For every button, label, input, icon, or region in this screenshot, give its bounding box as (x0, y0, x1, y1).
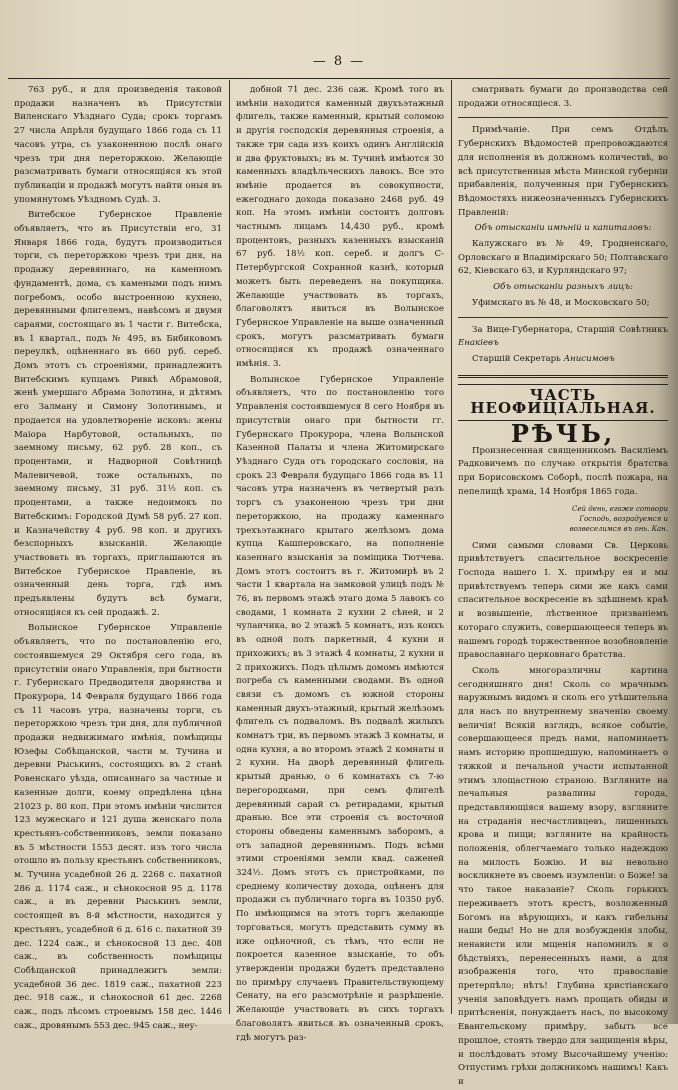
signature-name: Енакіевъ (458, 338, 499, 349)
separator-rule (458, 317, 668, 318)
announcement-paragraph: сматривать бумаги до производства сей продажи относящіеся. 3. (458, 85, 668, 109)
column-right (458, 84, 668, 1087)
signature-line (458, 324, 668, 351)
column-left (14, 84, 222, 1031)
column-divider (229, 80, 230, 1014)
note-subheading: Объ отысканіи имѣній и капиталовъ: (474, 223, 652, 234)
announcement-paragraph: Витебское Губернское Правленіе объявляетъ, что въ Присутствіи его, 31 Января 1866 года, будутъ производиться торги, съ переторжкою чрезъ три дня, на продажу деревяннаго, на каменномъ фундаментѣ, дома, съ камеными подъ нимъ погребомъ, особо выстроенною кухнею, деревянными флигелемъ, навѣсомъ и двумя сараями, состоящаго въ 1 части г. Витебска, въ 1 квартал., подъ № 495, въ Бибиковомъ переулкѣ, оцѣненнаго въ 660 руб. сереб. Домъ этотъ съ строеніями, принадлежитъ Витебскимъ купцамъ Ривкѣ Абрамовой, женѣ умершаго Абрама Золотина, и дѣтямъ его Залману и Симону Золотинымъ, и продается на удовлетвореніе исковъ: жены Маіора Нарбутовой, остальныхъ, по заемному письму, 62 руб. 28 коп., съ процентами, и Надворной Совѣтницѣ Малевичевой, тоже остальныхъ, по заемному письму, 31 руб. 31½ коп. съ процентами, а также недоимокъ по Витебскимъ: Городской Думѣ 58 руб. 27 коп. и Казначейству 4 руб. 98 коп. и другихъ безспорныхъ взысканій. Желающіе участвовать въ торгахъ, приглашаются въ Витебское Губернское Правленіе, въ означенный день торга, гдѣ имъ предъявлены будутъ всѣ бумаги, относящіяся къ сей продажѣ. 2. (14, 210, 222, 618)
speech-title: РѢЧЬ, (510, 419, 616, 449)
announcement-paragraph: Волынское Губернское Управленіе объявляетъ, что по постановленію того Управленія состоявшемуся 8 сего Ноября въ присутствіи онаго при бытности гг. Губернскаго Прокурора, члена Волынской Казенной Палаты и члена Житомирскаго Уѣзднаго Суда отъ городскаго сословія, на срокъ 23 Февраля будущаго 1866 года въ 11 часовъ утра назначенъ въ четвертый разъ торгъ съ узаконеною чрезъ три дни переторжкою, на продажу каменнаго трехъэтажнаго крытаго желѣзомъ дома купца Кашперовскаго, на пополненіе казеннаго взысканія за поміщика Тютчева. Домъ этотъ состоитъ въ г. Житомирѣ въ 2 части 1 квартала на замковой улицѣ подъ № 76, въ первомъ этажѣ этаго дома 5 лавокъ со сводами, 1 комната 2 кухни 2 сѣней, и 2 чуланчика, во 2 этажѣ 5 комнатъ, изъ коихъ въ одной полъ паркетный, 4 кухни и прихожихъ; въ 3 этажѣ 4 комнаты, 2 кухни и 2 прихожихъ. Подъ цѣлымъ домомъ имѣются погреба съ каменными сводами. Въ одной связи съ домомъ съ южной стороны каменный двухъ-этажный, крытый желѣзомъ флигель съ подваломъ. Въ подвалѣ жилыхъ комнатъ три, въ первомъ этажѣ 3 комнаты, и одна кухня, а во второмъ этажѣ 2 комнаты и 2 кухни. На дворѣ деревянный флигель крытый дранью, о 6 комнатахъ съ 7-ю перегородками, при семъ флигелѣ деревянный сарай съ ретирадами, крытый дранью. Все эти строенія съ восточной стороны обведены каменнымъ заборомъ, а отъ западной деревяннымъ. Подъ всѣми этими строеніями земли квад. саженей 324½. Домъ этотъ съ пристройками, по среднему количеству дохода, оцѣненъ для продажи съ публичнаго торга въ 10350 руб. По имѣющимся на этотъ торгъ желающіе торговаться, могутъ представить сумму въ иже оцѣночной, съ тѣмъ, что если не покроется казенное взысканіе, то объ утвержденіи продажи будетъ представлено по примѣру случаевъ Правительствующему Сенату, на его разсмотрѣніе и разрѣшеніе. Желающіе участвовать въ сихъ торгахъ благоволятъ явиться въ означенный срокъ, гдѣ могутъ раз- (236, 374, 444, 1043)
note-text: Примѣчаніе. При семъ Отдѣлъ Губернскихъ Вѣдомостей препровождаются для исполненія въ должномъ количествѣ, во всѣ присутственныя мѣста Минской губерніи прибавленія, полученныя при Губернскихъ Вѣдомостяхъ нижеозначенныхъ Губернскихъ Правленій: (458, 125, 668, 218)
separator-double-rule (458, 375, 668, 378)
note-subheading: Объ отысканіи разныхъ лицъ: (493, 282, 633, 293)
page-number: — 8 — (312, 54, 366, 69)
column-middle (236, 84, 444, 1043)
column-divider (451, 80, 452, 1014)
note-list: Калужскаго въ № 49, Гродненскаго, Орловскаго и Владимірскаго 50; Полтавскаго 62, Кіевскаго 63, и Курляндскаго 97; (458, 239, 668, 277)
note-block (458, 124, 668, 310)
separator-rule (458, 117, 668, 118)
signature-line (458, 353, 668, 367)
announcement-paragraph: 763 руб., и для произведенія таковой продажи назначенъ въ Присутствіи Виленскаго Уѣзднаго Суда; срокъ торгамъ 27 числа Апрѣля будущаго 1866 года съ 11 часовъ утра, съ узаконенною послѣ онаго чрезъ три дня переторжкою. Желающіе разсматривать бумаги относящіяся къ этой публикаціи и продажѣ могутъ найти оныя въ упомянутомъ Уѣздномъ Судѣ. 3. (14, 85, 222, 205)
announcement-paragraph: добной 71 дес. 236 саж. Кромѣ того въ имѣніи находится каменный двухъэтажный флигель, также каменный, крытый соломою и другія господскія деревянныя строенія, а также три сада изъ коихъ одинъ Англійскій и два фруктовыхъ; въ м. Тучинѣ имѣются 30 каменныхъ владѣльческихъ лавокъ. Все это имѣніе продается въ совокупности, ежегоднаго дохода показано 2468 руб. 49 коп. На этомъ имѣніи состоитъ долговъ частнымъ лицамъ 14,430 руб., кромѣ процентовъ, разныхъ казенныхъ взысканій 67 руб. 18½ коп. сереб. и долгъ С-Петербургской Сохранной казнѣ, который можетъ быть переведенъ на покупщика. Желающіе участвовать въ торгахъ, благоволятъ явиться въ Волынское Губернское Управленіе на выше означенный срокъ, могутъ разсматривать бумаги относящіяся къ продажѣ означеннаго имѣнія. 3. (236, 85, 444, 370)
signature-name: Анисимовъ (563, 353, 615, 364)
announcement-paragraph: Волынское Губернское Управленіе объявляетъ, что по постановленію его, состоявшемуся 29 Октября сего года, въ присутствіи онаго Управленія, при бытности г. Губернскаго Предводителя дворянства и Прокурора, 14 Февраля будущаго 1866 года съ 11 часовъ утра, назначены торги, съ переторжкою чрезъ три дня, для публичной продажи недвижимаго имѣнія, помѣщицы Юзефы Собѣщанской, части м. Тучина и деревни Рыськинъ, состоящихъ въ 2 станѣ Ровенскаго уѣзда, описаннаго за частные и казенные долги, коему опредѣлена цѣна 21023 р. 80 коп. При этомъ имѣніи числится 123 мужескаго и 121 душа женскаго пола крестьянъ-собственниковъ, земли показано въ 5 мѣстности 1553 десят. изъ того числа отошло въ пользу крестьянъ собственниковъ, м. Тучина усадебной 26 д. 2268 с. пахатной 286 д. 1174 саж., и сѣнокосной 95 д. 1178 саж., а въ деревни Рыськинъ земли, состоящей въ 8-й мѣстности, находится у крестьянъ, усадебной 6 д. 616 с. пахатной 39 дес. 1224 саж., и сѣнокосной 13 дес. 408 саж., въ собственность помѣщицы Собѣщанской принадлежитъ земли: усадебной 36 дес. 1819 саж., пахатной 223 дес. 918 саж., и сѣнокосной 61 дес. 2268 саж., подъ лѣсомъ строевымъ 158 дес. 1446 саж., дровянымъ 553 дес. 945 саж., неу- (14, 623, 222, 1031)
speech-paragraph: Сими самыми словами Св. Церковь привѣтствуетъ спасительное воскресеніе Господа нашего І. Х. примѣру ея и мы привѣтствуемъ теперь сими же какъ сами спасительное воскресеніе въ здѣшнемъ краѣ и возвышеніе, лѣственное призваніемъ котораго служить, совершающееся теперь въ нашемъ городѣ торжественное возобновленіе православнаго церковнаго братства. (458, 540, 668, 661)
signature-label: За Вице-Губернатора, Старшій Совѣтникъ (472, 324, 668, 335)
epigraph: Сей день, егоже сотвори Господь, возрадуемся и возвеселимся въ онь. Кан. (569, 504, 668, 533)
note-list: Уфимскаго въ № 48, и Московскаго 50; (472, 297, 650, 308)
speech-subtitle: Произнесенная священникомъ Василіемъ Радковичемъ по случаю открытія братства при Борисовскомъ Соборѣ, послѣ пожара, на пепелищѣ храма, 14 Ноября 1865 года. (458, 445, 668, 497)
signature-label: Старшій Секретарь (472, 353, 561, 364)
header-rule (8, 78, 670, 79)
section-title: ЧАСТЬ НЕОФИЦІАЛЬНАЯ. (458, 384, 668, 421)
speech-paragraph: Сколь многоразличны картина сегодняшняго дня! Сколь со мрачнымъ наружнымъ видомъ и сколь его утѣшительна для насъ по внутреннему значенію своему величія! Всякій взглядъ, всякое событіе, совершающееся предъ нами, напоминаетъ намъ историю пропшедшую, напоминаетъ о тяжкой и печальной участи испытанной этимъ злощастною страною. Взглянитe на печальныя развалины города, представляющіяся вашему взору, взгляните на страданія несчастливцевъ, лишенныхъ крова и пищи; взгляните на крайность положенія, облегчаемаго только надеждою на милость Божію. И вы невольно воскликнете въ своемъ изумленіи: о Боже! за что такое наказаніе? Сколь горькихъ переживаетъ этотъ крестъ, возложенный Богомъ на вѣрующихъ, и какъ гибельны наши беды! Но не для возбужденія злобы, ненависти или мщенія напомнилъ я о бѣдствіяхъ, перенесенныхъ нами, а для изображенія того, что православіе претерпѣло; нѣтъ! Глубина христіанскаго ученія заповѣдуетъ намъ прощать обиды и притѣсненія, понуждаетъ насъ, по высокому Евангельскому примѣру, забыть все прошлое, стоять твердо для защищенія вѣры, и послѣдовать этому Высочайшему ученію: Отпустимъ грѣхи должникомъ нашимъ! Какъ и (458, 665, 668, 1087)
